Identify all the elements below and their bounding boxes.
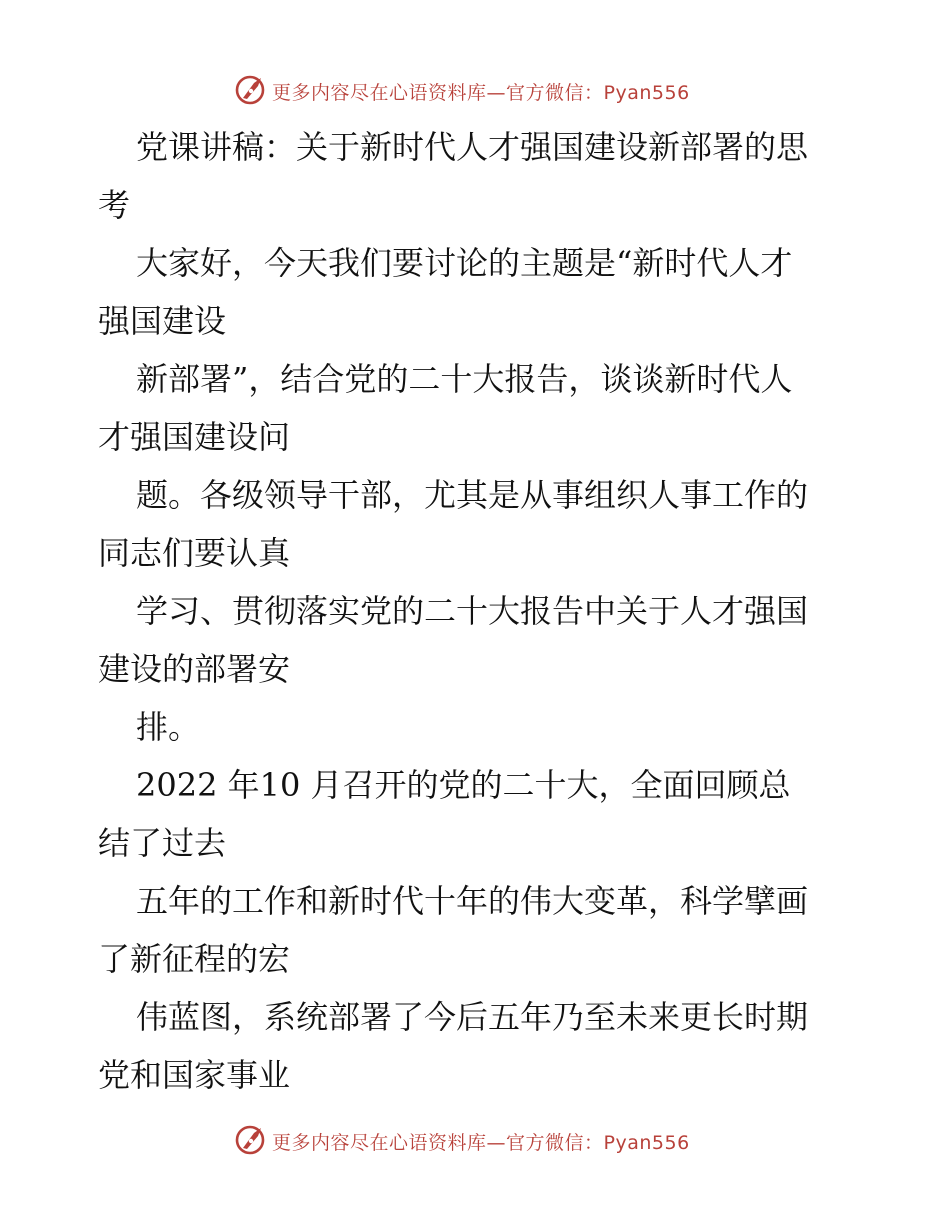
paragraph: [98, 234, 858, 350]
text-line: 了新征程的宏: [98, 940, 291, 978]
header-banner: [0, 70, 950, 110]
document-title-line: 党课讲稿：关于新时代人才强国建设新部署的思: [136, 128, 809, 166]
paragraph: [98, 350, 858, 466]
paragraph: [98, 872, 858, 988]
paragraph: [98, 466, 858, 582]
footer-banner-text: 更多内容尽在心语资料库—官方微信：Pyan556: [272, 1132, 690, 1154]
paragraph: [98, 756, 858, 872]
paragraph: [98, 988, 858, 1104]
text-line: 学习、贯彻落实党的二十大报告中关于人才强国: [136, 592, 809, 630]
text-line: 同志们要认真: [98, 534, 291, 572]
text-line: 党和国家事业: [98, 1056, 291, 1094]
document-title-line: 考: [98, 186, 131, 224]
paragraph: [98, 582, 858, 698]
text-line: 结了过去: [98, 824, 227, 862]
text-line: 2022 年10 月召开的党的二十大，全面回顾总: [136, 766, 791, 804]
text-line: 新部署”，结合党的二十大报告，谈谈新时代人: [136, 360, 793, 398]
text-line: 排。: [136, 708, 201, 746]
pen-nib-logo-icon: [234, 72, 268, 106]
footer-banner: [0, 1120, 950, 1160]
text-line: 伟蓝图，系统部署了今后五年乃至未来更长时期: [136, 998, 809, 1036]
header-banner-text: 更多内容尽在心语资料库—官方微信：Pyan556: [272, 82, 690, 104]
text-line: 强国建设: [98, 302, 227, 340]
text-line: 题。各级领导干部，尤其是从事组织人事工作的: [136, 476, 809, 514]
text-line: 才强国建设问: [98, 418, 291, 456]
paragraph: [98, 118, 858, 234]
text-line: 大家好，今天我们要讨论的主题是“新时代人才: [136, 244, 793, 282]
text-line: 建设的部署安: [98, 650, 291, 688]
pen-nib-logo-icon: [234, 1122, 268, 1156]
paragraph: [98, 698, 858, 756]
document-body: [98, 118, 858, 1104]
text-line: 五年的工作和新时代十年的伟大变革，科学擘画: [136, 882, 809, 920]
